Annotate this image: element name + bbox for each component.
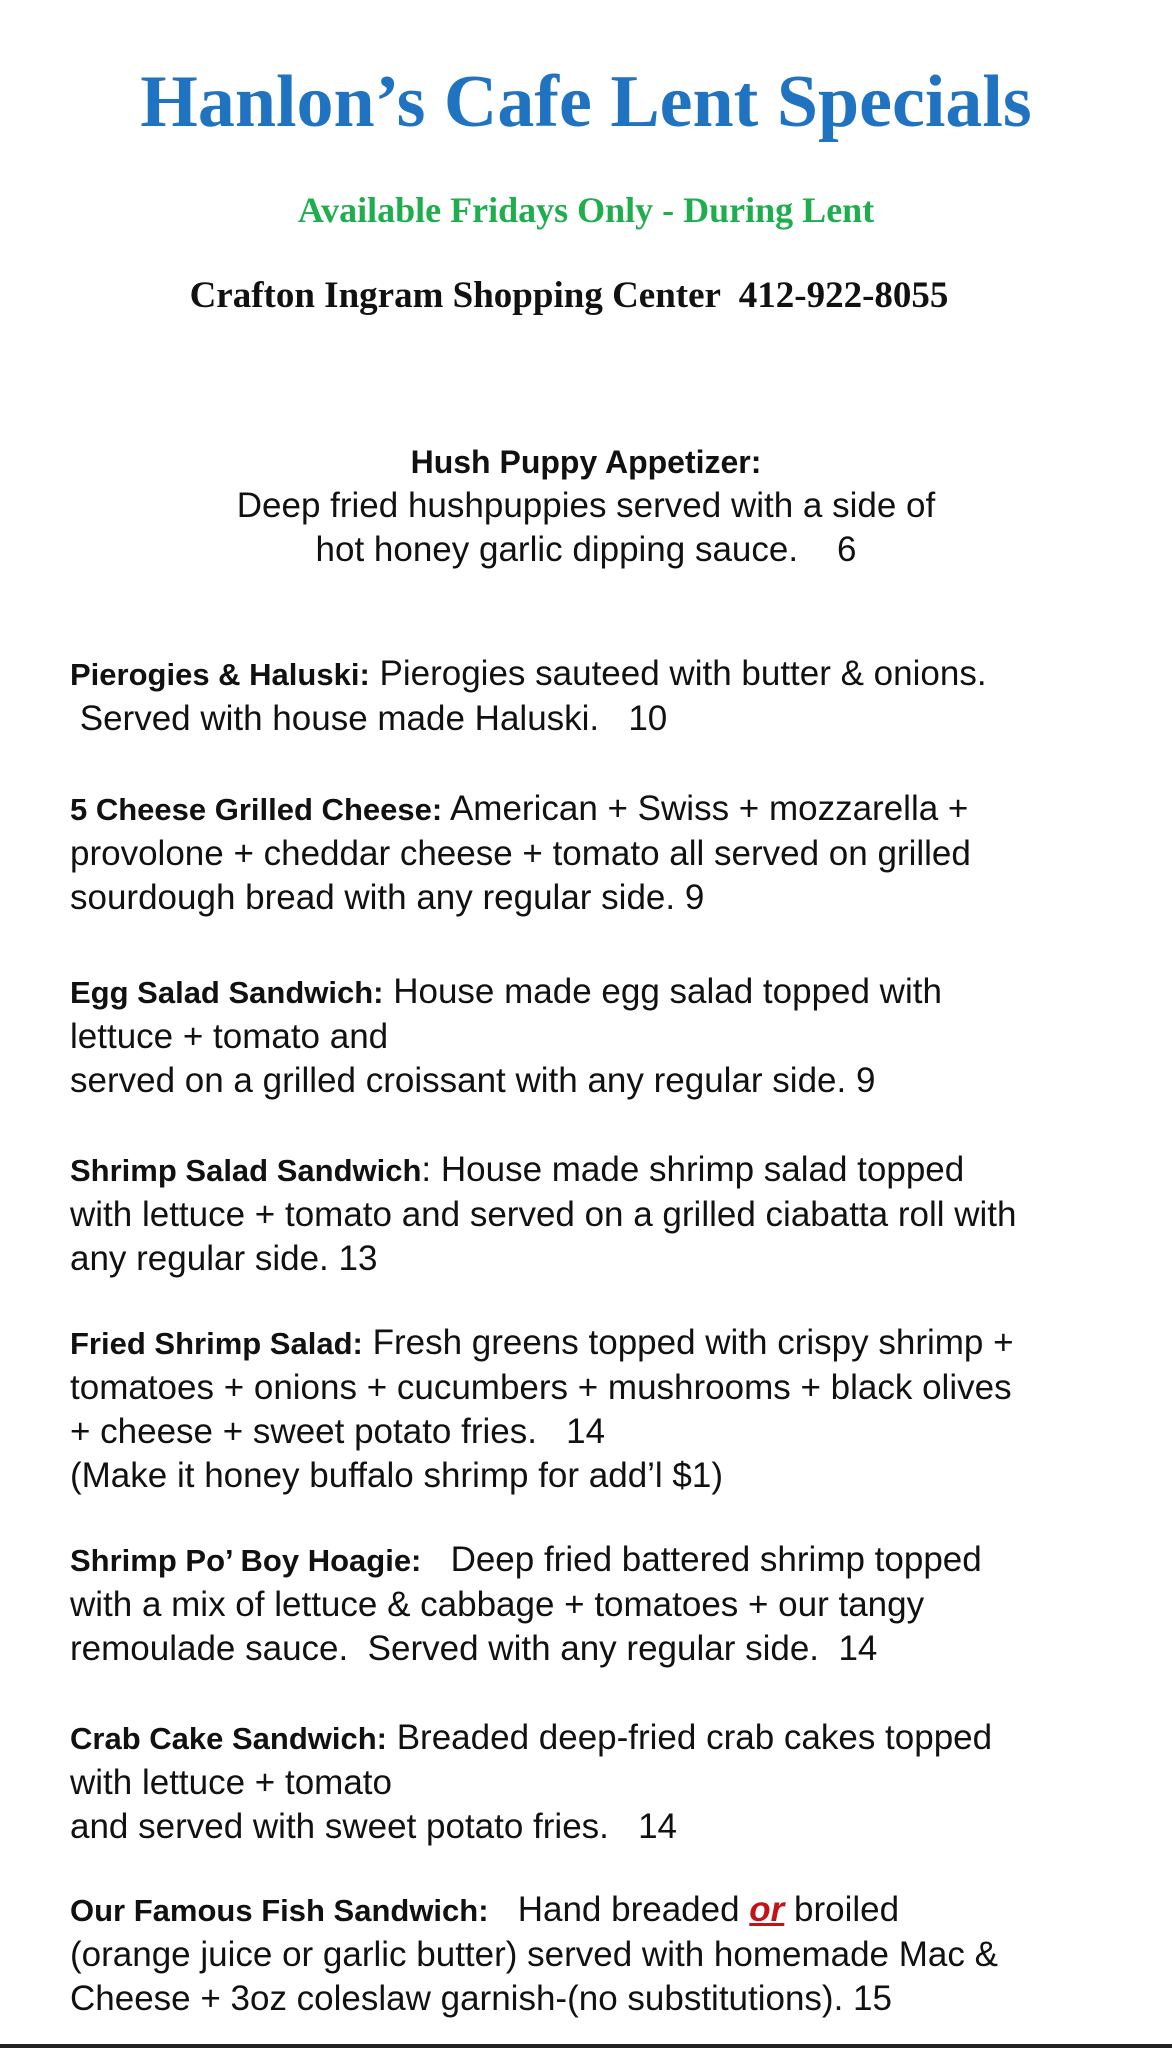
item-description-line: sourdough bread with any regular side. 9 [70, 878, 705, 917]
item-description-line: served on a grilled croissant with any regular side. 9 [70, 1061, 876, 1100]
menu-item-po-boy-hoagie [70, 1538, 1130, 1671]
appetizer-description-line: hot honey garlic dipping sauce. 6 [315, 530, 857, 569]
item-name: Pierogies & Haluski: [70, 657, 370, 692]
item-description-line: lettuce + tomato and [70, 1017, 389, 1056]
appetizer-name: Hush Puppy Appetizer: [410, 444, 762, 480]
item-description: Deep fried battered shrimp topped [421, 1540, 982, 1579]
appetizer-section [0, 440, 1172, 572]
item-name: Shrimp Po’ Boy Hoagie: [70, 1543, 422, 1578]
menu-item-crab-cake-sandwich [70, 1716, 1130, 1849]
item-name: Crab Cake Sandwich: [70, 1721, 387, 1756]
item-name: Egg Salad Sandwich: [70, 975, 384, 1010]
item-description: Breaded deep-fried crab cakes topped [386, 1718, 993, 1757]
item-description: Fresh greens topped with crispy shrimp + [362, 1323, 1014, 1362]
item-description-line: with lettuce + tomato [70, 1763, 392, 1802]
item-description-line: Served with house made Haluski. 10 [70, 699, 668, 738]
item-description-line: provolone + cheddar cheese + tomato all served on grilled [70, 834, 971, 873]
item-description-line: with a mix of lettuce & cabbage + tomatoes + our tangy [70, 1585, 925, 1624]
location-phone: Crafton Ingram Shopping Center 412-922-8055 [189, 275, 949, 316]
menu-item-shrimp-salad-sandwich [70, 1148, 1130, 1281]
item-description-line: any regular side. 13 [70, 1239, 378, 1278]
item-description: House made egg salad topped with [383, 972, 942, 1011]
item-description-line: + cheese + sweet potato fries. 14 [70, 1412, 606, 1451]
or-emphasis: or [749, 1890, 785, 1929]
item-name: Shrimp Salad Sandwich [70, 1153, 422, 1188]
item-description: Pierogies sauteed with butter & onions. [369, 654, 987, 693]
item-description: Hand breaded [488, 1890, 750, 1929]
menu-item-pierogies [70, 652, 1130, 741]
item-description: American + Swiss + mozzarella + [442, 789, 969, 828]
item-description: broiled [784, 1890, 900, 1929]
item-description-line: with lettuce + tomato and served on a grilled ciabatta roll with [70, 1195, 1017, 1234]
menu-item-fish-sandwich [70, 1888, 1130, 2021]
item-description-line: tomatoes + onions + cucumbers + mushrooms + black olives [70, 1368, 1012, 1407]
availability-subtitle: Available Fridays Only - During Lent [297, 190, 875, 230]
menu-item-grilled-cheese [70, 787, 1130, 920]
item-description-line: remoulade sauce. Served with any regular side. 14 [70, 1629, 878, 1668]
menu-item-egg-salad [70, 970, 1130, 1103]
item-description-line: (Make it honey buffalo shrimp for add’l $1) [70, 1456, 724, 1495]
menu-item-fried-shrimp-salad [70, 1321, 1130, 1498]
bottom-divider [0, 2044, 1172, 2048]
menu-title: Hanlon’s Cafe Lent Specials [140, 61, 1032, 143]
item-description: : House made shrimp salad topped [421, 1150, 965, 1189]
item-description-line: (orange juice or garlic butter) served with homemade Mac & [70, 1935, 998, 1974]
item-description-line: Cheese + 3oz coleslaw garnish-(no substitutions). 15 [70, 1979, 892, 2018]
item-name: 5 Cheese Grilled Cheese: [70, 792, 443, 827]
item-description-line: and served with sweet potato fries. 14 [70, 1807, 677, 1846]
appetizer-description-line: Deep fried hushpuppies served with a side of [236, 486, 936, 525]
item-name: Our Famous Fish Sandwich: [70, 1893, 489, 1928]
item-name: Fried Shrimp Salad: [70, 1326, 363, 1361]
